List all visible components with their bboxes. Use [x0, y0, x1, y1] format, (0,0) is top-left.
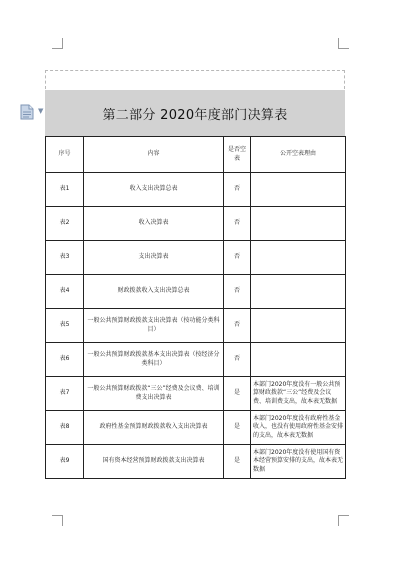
row-empty: 否 — [224, 275, 251, 309]
row-empty: 否 — [224, 173, 251, 207]
row-reason — [251, 173, 346, 207]
table-row — [46, 445, 346, 479]
row-content: 支出决算表 — [84, 241, 224, 275]
row-content: 一般公共预算财政拨款“三公”经费及会议费、培训费支出决算表 — [84, 377, 224, 411]
table-row — [46, 377, 346, 411]
page-corner-mark-bottom-right — [338, 515, 349, 526]
table-header-row — [46, 137, 346, 173]
row-reason: 本部门2020年度没有一般公共预算财政拨款“三公”经费及会议费、培训费支出，故本表无数据 — [251, 377, 346, 411]
table-row — [46, 241, 346, 275]
table-row — [46, 343, 346, 377]
document-icon[interactable] — [20, 104, 34, 120]
row-reason — [251, 275, 346, 309]
row-content: 一般公共预算财政拨款支出决算表（按功能分类科目） — [84, 309, 224, 343]
row-seq: 表2 — [46, 207, 84, 241]
row-seq: 表4 — [46, 275, 84, 309]
row-empty: 否 — [224, 309, 251, 343]
table-row — [46, 411, 346, 445]
row-reason — [251, 309, 346, 343]
row-seq: 表6 — [46, 343, 84, 377]
row-content: 财政拨款收入支出决算总表 — [84, 275, 224, 309]
table-container — [45, 136, 345, 479]
row-empty: 否 — [224, 241, 251, 275]
row-content: 收入支出决算总表 — [84, 173, 224, 207]
page-title: 第二部分 2020年度部门决算表 — [45, 90, 345, 136]
row-seq: 表3 — [46, 241, 84, 275]
row-seq: 表5 — [46, 309, 84, 343]
table-row — [46, 207, 346, 241]
table-row — [46, 173, 346, 207]
header-seq: 序号 — [46, 137, 84, 173]
header-empty: 是否空表 — [224, 137, 251, 173]
row-content: 一般公共预算财政拨款基本支出决算表（按经济分类科目） — [84, 343, 224, 377]
header-reason: 公开空表理由 — [251, 137, 346, 173]
row-content: 收入决算表 — [84, 207, 224, 241]
disclosure-table — [45, 136, 346, 479]
table-row — [46, 275, 346, 309]
row-seq: 表7 — [46, 377, 84, 411]
page-header-region[interactable] — [45, 70, 345, 89]
row-empty: 否 — [224, 207, 251, 241]
row-reason — [251, 343, 346, 377]
row-reason: 本部门2020年度没有政府性基金收入，也没有使用政府性基金安排的支出，故本表无数据 — [251, 411, 346, 445]
row-seq: 表1 — [46, 173, 84, 207]
page-corner-mark-top-left — [52, 38, 63, 49]
row-content: 国有资本经营预算财政拨款支出决算表 — [84, 445, 224, 479]
page-corner-mark-bottom-left — [52, 515, 63, 526]
row-empty: 否 — [224, 343, 251, 377]
row-reason: 本部门2020年度没有使用国有资本经营预算安排的支出，故本表无数据 — [251, 445, 346, 479]
row-seq: 表8 — [46, 411, 84, 445]
row-reason — [251, 207, 346, 241]
header-content: 内容 — [84, 137, 224, 173]
row-content: 政府性基金预算财政拨款收入支出决算表 — [84, 411, 224, 445]
row-empty: 是 — [224, 411, 251, 445]
page-corner-mark-top-right — [338, 38, 349, 49]
table-row — [46, 309, 346, 343]
row-seq: 表9 — [46, 445, 84, 479]
row-reason — [251, 241, 346, 275]
row-empty: 是 — [224, 445, 251, 479]
chevron-down-icon[interactable]: ▼ — [38, 107, 44, 115]
row-empty: 是 — [224, 377, 251, 411]
